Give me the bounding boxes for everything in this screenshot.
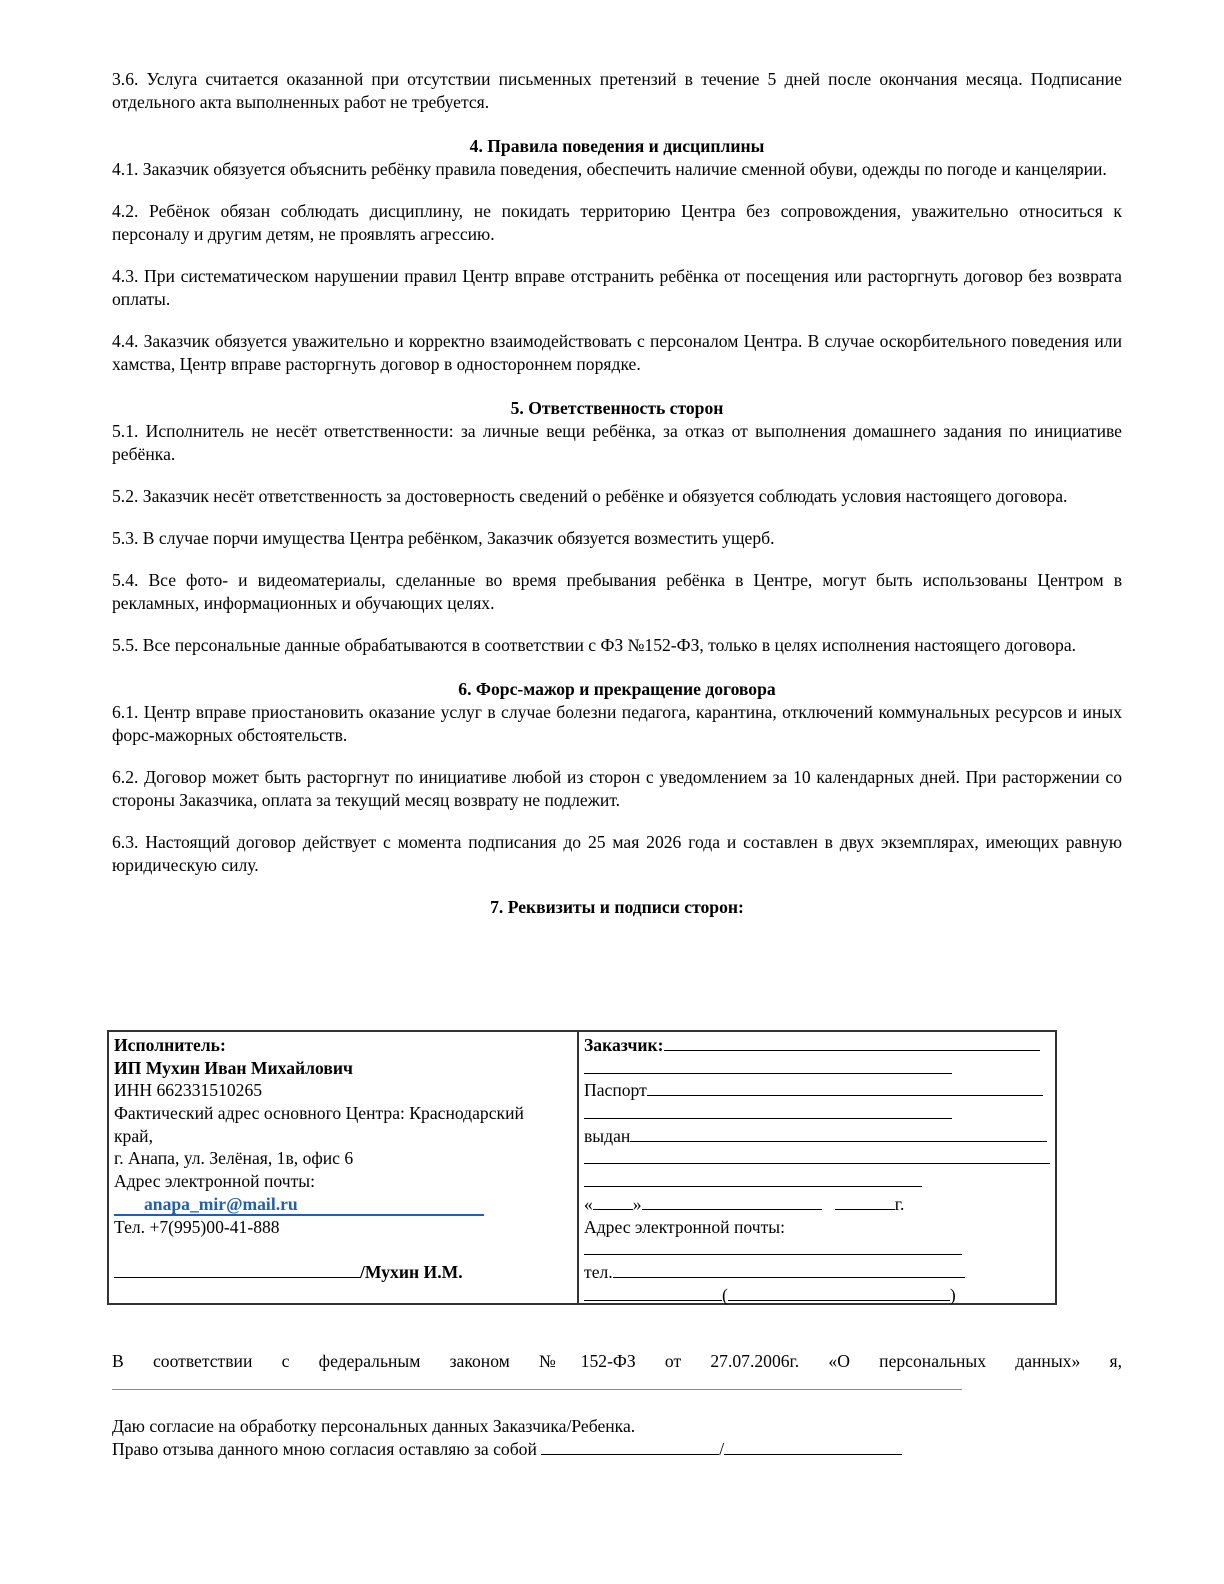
section-4-title: 4. Правила поведения и дисциплины [469,136,765,156]
passport-blank [647,1079,1043,1096]
consent-name-blank [112,1377,962,1390]
consent-name-blank-2 [724,1438,902,1455]
issued-blank [630,1125,1047,1142]
paragraph-5-4: 5.4. Все фото- и видеоматериалы, сделанные во время пребывания ребёнка в Центре, могут быть использованы Центром в рекламных, информационных и обучающих целях. [112,570,1122,613]
executor-address-line2: край, [114,1125,153,1146]
paragraph-4-2: 4.2. Ребёнок обязан соблюдать дисциплину, не покидать территорию Центра без сопровождения, уважительно относиться к персоналу и другим детям, не проявлять агрессию. [112,201,1122,244]
executor-cell [109,1032,579,1303]
customer-phone-blank [613,1261,965,1278]
executor-inn: ИНН 662331510265 [114,1080,263,1101]
executor-signature-line [114,1261,572,1284]
section-5-title: 5. Ответственность сторон [510,398,724,418]
executor-email-label: Адрес электронной почты: [114,1171,315,1192]
executor-address-line1: Фактический адрес основного Центра: Краснодарский [114,1103,524,1124]
paragraph-4-4: 4.4. Заказчик обязуется уважительно и корректно взаимодействовать с персоналом Центра. В случае оскорбительного поведения или хамства, Центр вправе расторгнуть договор в одностороннем порядке. [112,331,1122,374]
section-6-title: 6. Форс-мажор и прекращение договора [458,679,776,699]
paragraph-5-3: 5.3. В случае порчи имущества Центра ребёнком, Заказчик обязуется возместить ущерб. [112,528,775,548]
paragraph-5-1: 5.1. Исполнитель не несёт ответственности: за личные вещи ребёнка, за отказ от выполнения домашнего задания по инициативе ребёнка. [112,421,1122,464]
executor-signature-name: /Мухин И.М. [360,1261,463,1282]
paragraph-4-3: 4.3. При систематическом нарушении правил Центр вправе отстранить ребёнка от посещения или расторгнуть договор без возврата оплаты. [112,266,1122,309]
customer-label: Заказчик: [584,1035,664,1055]
document-body [112,68,1122,919]
paragraph-6-3: 6.3. Настоящий договор действует с момента подписания до 25 мая 2026 года и составлен в двух экземплярах, имеющих равную юридическую силу. [112,832,1122,875]
customer-email-label: Адрес электронной почты: [584,1216,785,1237]
signature-blank [114,1261,360,1278]
executor-address-line3: г. Анапа, ул. Зелёная, 1в, офис 6 [114,1148,354,1169]
executor-email-link[interactable]: anapa_mir@mail.ru [114,1194,484,1216]
consent-signature-blank [541,1438,719,1455]
executor-label: Исполнитель: [114,1035,226,1055]
paragraph-5-2: 5.2. Заказчик несёт ответственность за достоверность сведений о ребёнке и обязуется соблюдать условия настоящего договора. [112,486,1068,506]
issue-date-line: « » г. [584,1193,905,1214]
paragraph-5-5: 5.5. Все персональные данные обрабатываются в соответствии с ФЗ №152-ФЗ, только в целях исполнения настоящего договора. [112,635,1077,655]
passport-label: Паспорт [584,1080,647,1101]
customer-phone-label: тел. [584,1261,613,1282]
consent-line2: Даю согласие на обработку персональных данных Заказчика/Ребенка. [112,1416,636,1436]
issued-blank-2 [584,1147,1050,1164]
consent-line3: Право отзыва данного мною согласия оставляю за собой / [112,1438,1122,1461]
executor-name: ИП Мухин Иван Михайлович [114,1057,353,1078]
paragraph-4-1: 4.1. Заказчик обязуется объяснить ребёнку правила поведения, обеспечить наличие сменной обуви, одежды по погоде и канцелярии. [112,159,1107,179]
paragraph-6-1: 6.1. Центр вправе приостановить оказание услуг в случае болезни педагога, карантина, отключений коммунальных ресурсов и иных форс-мажорных обстоятельств. [112,702,1122,745]
consent-block [112,1350,1122,1461]
issued-blank-3 [584,1170,922,1187]
signatures-table [107,1030,1057,1305]
passport-blank-2 [584,1102,952,1119]
requisites-title: 7. Реквизиты и подписи сторон: [490,897,744,917]
executor-phone: Тел. +7(995)00-41-888 [114,1216,280,1237]
customer-signature-line: ( ) [584,1284,1050,1307]
customer-email-blank [584,1238,962,1255]
customer-name-blank-2 [584,1057,952,1074]
customer-name-blank [664,1034,1040,1051]
paragraph-6-2: 6.2. Договор может быть расторгнут по инициативе любой из сторон с уведомлением за 10 календарных дней. При расторжении со стороны Заказчика, оплата за текущий месяц возврату не подлежит. [112,767,1122,810]
consent-line1: В соответствии с федеральным законом №152-ФЗ от 27.07.2006г. «О персональных данных» я, [112,1351,1122,1371]
customer-cell [579,1032,1055,1303]
issued-label: выдан [584,1125,631,1146]
paragraph-3-6: 3.6. Услуга считается оказанной при отсутствии письменных претензий в течение 5 дней после окончания месяца. Подписание отдельного акта выполненных работ не требуется. [112,69,1122,112]
